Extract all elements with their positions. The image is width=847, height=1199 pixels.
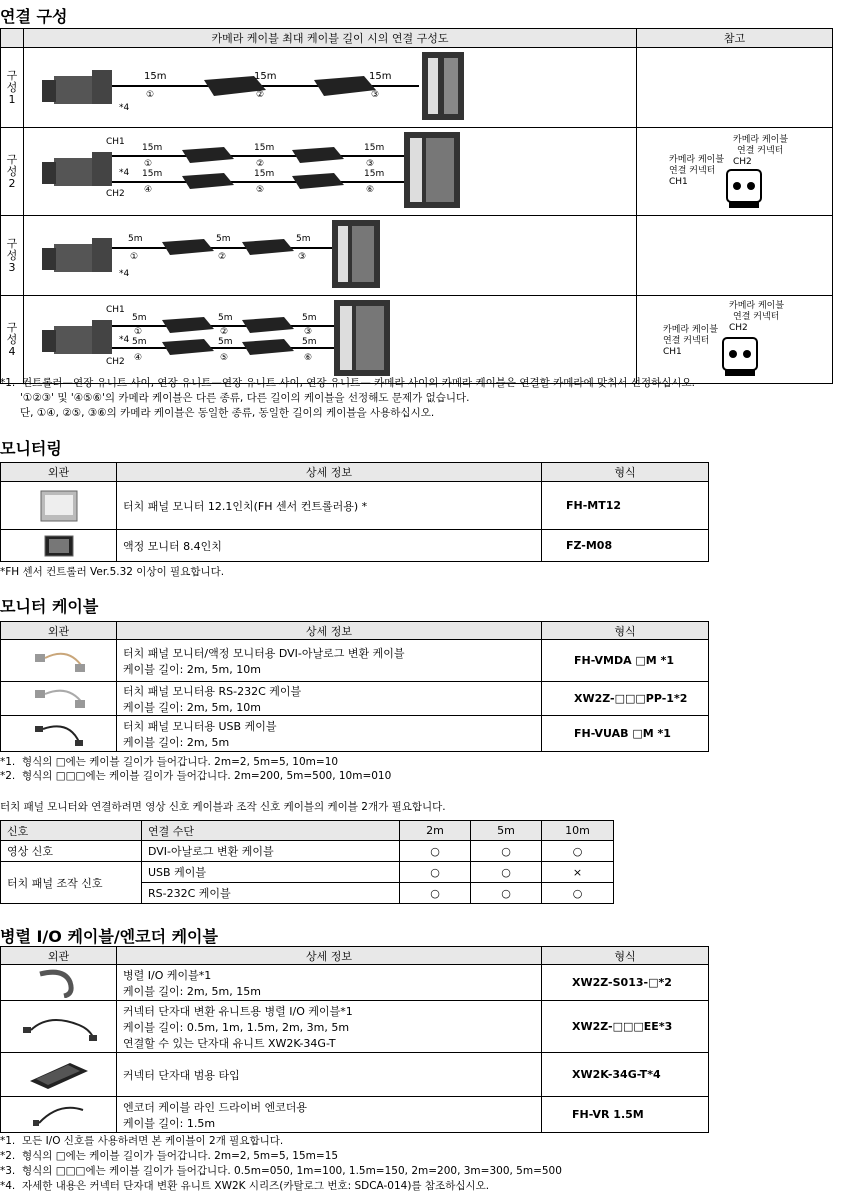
svg-text:*4: *4 [119, 335, 130, 345]
svg-text:⑥: ⑥ [366, 185, 375, 195]
camera-icon [42, 320, 112, 354]
svg-text:연결 커넥터: 연결 커넥터 [733, 312, 780, 322]
io-note-3: *3. 형식의 □□□에는 케이블 길이가 들어갑니다. 0.5m=050, 1m=100, 1.5m=150, 2m=200, 3m=300, 5m=500 [0, 1165, 562, 1177]
monitor-note: *FH 센서 컨트롤러 Ver.5.32 이상이 필요합니다. [0, 566, 225, 578]
svg-text:②: ② [256, 159, 265, 169]
io-header-model: 형식 [542, 947, 709, 965]
svg-text:①: ① [134, 327, 143, 337]
diagram-1-svg [24, 48, 636, 124]
io-header-appearance: 외관 [1, 947, 117, 965]
table-row [1, 716, 709, 752]
cable-detail-line: 케이블 길이: 2m, 5m, 10m [123, 700, 261, 714]
svg-text:5m: 5m [302, 313, 317, 323]
availability-mark: ○ [542, 883, 614, 904]
svg-text:③: ③ [371, 90, 380, 100]
cable-note-2: *2. 형식의 □□□에는 케이블 길이가 들어갑니다. 2m=200, 5m=500, 10m=010 [0, 770, 392, 782]
signal-name: 터치 패널 조작 신호 [1, 862, 142, 904]
svg-text:③: ③ [298, 252, 307, 262]
availability-mark: ○ [400, 841, 471, 862]
io-detail-line: 케이블 길이: 2m, 5m, 15m [123, 984, 261, 998]
svg-text:15m: 15m [254, 71, 277, 82]
lcd-monitor-icon [43, 534, 75, 558]
extension-unit-icon [162, 239, 214, 255]
extension-unit-icon [292, 173, 344, 189]
monitor-detail: 터치 패널 모니터 12.1인치(FH 센서 컨트롤러용) * [117, 482, 542, 530]
svg-text:CH1: CH1 [106, 305, 125, 315]
io-cable-table [0, 946, 709, 1133]
svg-text:카메라 케이블: 카메라 케이블 [663, 325, 719, 335]
cable-detail-line: 터치 패널 모니터용 USB 케이블 [123, 719, 277, 733]
monitor-header-model: 형식 [542, 463, 709, 482]
section-title-config: 연결 구성 [0, 7, 68, 26]
io-model: XW2Z-S013-□*2 [542, 965, 709, 1001]
availability-mark: ○ [471, 841, 542, 862]
svg-text:CH1: CH1 [669, 177, 688, 187]
table-row [1, 965, 709, 1001]
availability-mark: ○ [400, 862, 471, 883]
controller-icon [404, 132, 460, 208]
svg-text:*4: *4 [119, 269, 130, 279]
svg-text:④: ④ [144, 185, 153, 195]
extension-unit-icon [242, 317, 294, 333]
svg-text:5m: 5m [296, 234, 311, 244]
availability-mark: ○ [471, 883, 542, 904]
svg-text:②: ② [220, 327, 229, 337]
config-diagram-3 [24, 216, 637, 296]
table-row [1, 640, 709, 682]
cable-header-appearance: 외관 [1, 622, 117, 640]
svg-text:15m: 15m [254, 169, 275, 179]
svg-text:⑤: ⑤ [220, 353, 229, 363]
svg-text:①: ① [144, 159, 153, 169]
svg-text:카메라 케이블: 카메라 케이블 [669, 155, 725, 165]
svg-text:5m: 5m [218, 337, 233, 347]
svg-text:5m: 5m [132, 337, 147, 347]
cable-detail-line: 터치 패널 모니터/액정 모니터용 DVI-아날로그 변환 케이블 [123, 646, 405, 660]
config-table [0, 28, 833, 384]
connector-icon [727, 170, 761, 208]
controller-icon [332, 220, 380, 288]
section-title-io-cable: 병렬 I/O 케이블/엔코더 케이블 [0, 927, 218, 946]
svg-text:⑤: ⑤ [256, 185, 265, 195]
config-row-4 [1, 296, 833, 384]
means-header: 연결 수단 [142, 821, 400, 841]
monitor-model: FH-MT12 [542, 482, 709, 530]
io-detail-line: 커넥터 단자대 범용 타입 [123, 1068, 240, 1082]
config-diagram-2 [24, 128, 637, 216]
svg-text:5m: 5m [216, 234, 231, 244]
connection-means: RS-232C 케이블 [142, 883, 400, 904]
extension-unit-icon [292, 147, 344, 163]
table-row [1, 1001, 709, 1053]
extension-unit-icon [314, 76, 376, 96]
extension-unit-icon [242, 339, 294, 355]
config-row-2 [1, 128, 833, 216]
signal-table [0, 820, 614, 904]
len-2m-header: 2m [400, 821, 471, 841]
io-note-4: *4. 자세한 내용은 커넥터 단자대 변환 유니트 XW2K 시리즈(카탈로그 번호: SDCA-014)를 참조하십시오. [0, 1180, 490, 1192]
svg-text:CH1: CH1 [663, 347, 682, 357]
section-title-monitor-cable: 모니터 케이블 [0, 597, 99, 616]
diagram-3-svg [24, 216, 636, 292]
cable-header-model: 형식 [542, 622, 709, 640]
config-diagram-1 [24, 48, 637, 128]
svg-text:5m: 5m [132, 313, 147, 323]
table-row [1, 841, 614, 862]
table-row [1, 1053, 709, 1097]
connector-ref-svg [637, 296, 832, 380]
cable-pair-note: 터치 패널 모니터와 연결하려면 영상 신호 케이블과 조작 신호 케이블의 케이블 2개가 필요합니다. [0, 801, 446, 813]
config-header-main: 카메라 케이블 최대 케이블 길이 시의 연결 구성도 [24, 29, 637, 48]
table-row [1, 482, 709, 530]
io-detail-line: 연결할 수 있는 단자대 유니트 XW2K-34G-T [123, 1036, 336, 1050]
svg-text:⑥: ⑥ [304, 353, 313, 363]
extension-unit-icon [182, 147, 234, 163]
svg-text:CH2: CH2 [106, 189, 125, 199]
config-diagram-4 [24, 296, 637, 384]
monitor-cable-table [0, 621, 709, 752]
svg-text:*4: *4 [119, 103, 130, 113]
cable-detail-line: 터치 패널 모니터용 RS-232C 케이블 [123, 684, 302, 698]
svg-text:CH2: CH2 [106, 357, 125, 367]
cable-note-1: *1. 형식의 □에는 케이블 길이가 들어갑니다. 2m=2, 5m=5, 10m=10 [0, 756, 339, 768]
config-row-3 [1, 216, 833, 296]
availability-mark: ○ [400, 883, 471, 904]
cable-model: FH-VUAB □M *1 [542, 716, 709, 752]
config-row-1 [1, 48, 833, 128]
io-model: FH-VR 1.5M [542, 1097, 709, 1133]
io-model: XW2Z-□□□EE*3 [542, 1001, 709, 1053]
io-detail-line: 엔코더 케이블 라인 드라이버 엔코더용 [123, 1100, 308, 1114]
svg-text:5m: 5m [302, 337, 317, 347]
svg-text:15m: 15m [142, 143, 163, 153]
svg-text:15m: 15m [364, 143, 385, 153]
io-note-1: *1. 모든 I/O 신호를 사용하려면 본 케이블이 2개 필요합니다. [0, 1135, 284, 1147]
config-label-3: 구 성 3 [1, 216, 24, 296]
table-row [1, 1097, 709, 1133]
cable-detail-line: 케이블 길이: 2m, 5m [123, 735, 230, 749]
io-detail-line: 커넥터 단자대 변환 유니트용 병렬 I/O 케이블*1 [123, 1004, 353, 1018]
monitor-header-detail: 상세 정보 [117, 463, 542, 482]
config-label-4: 구 성 4 [1, 296, 24, 384]
section-title-monitor: 모니터링 [0, 439, 62, 458]
io-detail-line: 병렬 I/O 케이블*1 [123, 968, 212, 982]
controller-icon [334, 300, 390, 376]
cable-header-detail: 상세 정보 [117, 622, 542, 640]
table-row [1, 682, 709, 716]
availability-mark: ○ [471, 862, 542, 883]
terminal-conversion-cable-icon [19, 1007, 99, 1047]
len-10m-header: 10m [542, 821, 614, 841]
svg-text:①: ① [146, 90, 155, 100]
config-ref-2 [637, 128, 833, 216]
table-row [1, 862, 614, 883]
svg-text:①: ① [130, 252, 139, 262]
diagram-2-svg [24, 128, 636, 212]
config-note-1: *1. 컨트롤러—연장 유니트 사이, 연장 유니트—연장 유니트 사이, 연장 유니트— 카메라 사이의 카메라 케이블은 연결할 카메라에 맞춰서 선정하십시오. [0, 377, 696, 389]
svg-text:5m: 5m [218, 313, 233, 323]
camera-icon [42, 70, 112, 104]
signal-name: 영상 신호 [1, 841, 142, 862]
svg-text:연결 커넥터: 연결 커넥터 [663, 336, 710, 346]
terminal-block-icon [24, 1057, 94, 1093]
encoder-cable-icon [29, 1100, 89, 1130]
cable-model: FH-VMDA □M *1 [542, 640, 709, 682]
extension-unit-icon [162, 339, 214, 355]
extension-unit-icon [242, 239, 294, 255]
monitor-detail: 액정 모니터 8.4인치 [117, 530, 542, 562]
config-note-2: '①②③' 및 '④⑤⑥'의 카메라 케이블은 다른 종류, 다른 길이의 케이블을 선정해도 문제가 없습니다. [0, 392, 470, 404]
io-note-2: *2. 형식의 □에는 케이블 길이가 들어갑니다. 2m=2, 5m=5, 15m=15 [0, 1150, 339, 1162]
availability-mark: ○ [542, 841, 614, 862]
svg-text:15m: 15m [369, 71, 392, 82]
svg-text:CH2: CH2 [729, 323, 748, 333]
config-header-ref: 참고 [637, 29, 833, 48]
monitor-header-appearance: 외관 [1, 463, 117, 482]
config-ref-4 [637, 296, 833, 384]
signal-header: 신호 [1, 821, 142, 841]
config-note-3: 단, ①④, ②⑤, ③⑥의 카메라 케이블은 동일한 종류, 동일한 길이의 케이블을 사용하십시오. [0, 407, 435, 419]
connection-means: DVI-아날로그 변환 케이블 [142, 841, 400, 862]
availability-mark: × [542, 862, 614, 883]
svg-text:15m: 15m [142, 169, 163, 179]
io-cable-icon [34, 968, 84, 998]
camera-icon [42, 238, 112, 272]
svg-text:15m: 15m [364, 169, 385, 179]
svg-text:②: ② [256, 90, 265, 100]
touch-panel-icon [39, 489, 79, 523]
io-model: XW2K-34G-T*4 [542, 1053, 709, 1097]
connector-ref-svg [637, 128, 832, 212]
len-5m-header: 5m [471, 821, 542, 841]
rs232c-cable-icon [29, 686, 89, 712]
usb-cable-icon [29, 720, 89, 748]
svg-text:③: ③ [304, 327, 313, 337]
extension-unit-icon [162, 317, 214, 333]
cable-model: XW2Z-□□□PP-1*2 [542, 682, 709, 716]
connection-means: USB 케이블 [142, 862, 400, 883]
svg-text:④: ④ [134, 353, 143, 363]
camera-icon [42, 152, 112, 186]
svg-text:카메라 케이블: 카메라 케이블 [729, 301, 785, 311]
svg-text:5m: 5m [128, 234, 143, 244]
svg-text:연결 커넥터: 연결 커넥터 [737, 146, 784, 156]
svg-text:CH1: CH1 [106, 137, 125, 147]
svg-text:*4: *4 [119, 168, 130, 178]
io-detail-line: 케이블 길이: 1.5m [123, 1116, 216, 1130]
svg-text:③: ③ [366, 159, 375, 169]
svg-text:15m: 15m [144, 71, 167, 82]
io-detail-line: 케이블 길이: 0.5m, 1m, 1.5m, 2m, 3m, 5m [123, 1020, 350, 1034]
connector-icon [723, 338, 757, 376]
svg-text:카메라 케이블: 카메라 케이블 [733, 135, 789, 145]
monitor-table [0, 462, 709, 562]
config-label-2: 구 성 2 [1, 128, 24, 216]
io-header-detail: 상세 정보 [117, 947, 542, 965]
svg-text:연결 커넥터: 연결 커넥터 [669, 166, 716, 176]
controller-icon [422, 52, 464, 120]
cable-detail-line: 케이블 길이: 2m, 5m, 10m [123, 662, 261, 676]
monitor-model: FZ-M08 [542, 530, 709, 562]
diagram-4-svg [24, 296, 636, 380]
extension-unit-icon [182, 173, 234, 189]
svg-text:15m: 15m [254, 143, 275, 153]
table-row [1, 530, 709, 562]
svg-text:②: ② [218, 252, 227, 262]
dvi-cable-icon [29, 646, 89, 676]
svg-text:CH2: CH2 [733, 157, 752, 167]
config-label-1: 구 성 1 [1, 48, 24, 128]
